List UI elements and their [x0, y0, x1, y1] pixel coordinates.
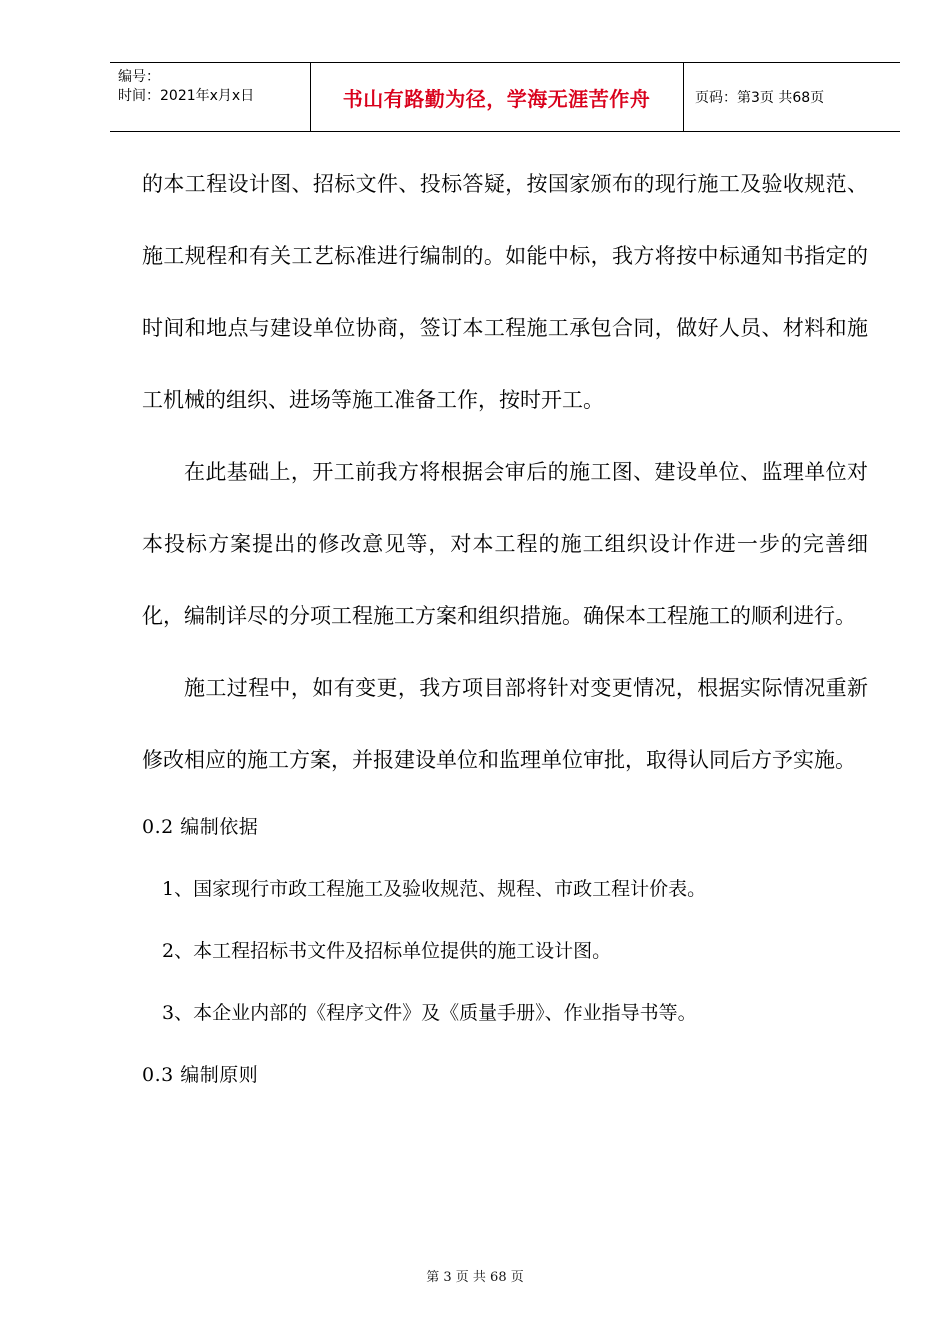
list-item: 3、本企业内部的《程序文件》及《质量手册》、作业指导书等。	[162, 1002, 697, 1024]
header-meta	[118, 68, 308, 106]
serial-label: 编号：	[118, 69, 160, 85]
header-motto: 书山有路勤为径，学海无涯苦作舟	[342, 86, 651, 111]
list-item: 1、国家现行市政工程施工及验收规范、规程、市政工程计价表。	[162, 878, 707, 900]
paragraph: 施工过程中，如有变更，我方项目部将针对变更情况，根据实际情况重新修改相应的施工方案，并报建设单位和监理单位审批，取得认同后方予实施。	[142, 676, 868, 772]
header-page-info: 页码：第3页 共68页	[695, 90, 825, 106]
header-divider	[683, 63, 684, 131]
paragraph: 在此基础上，开工前我方将根据会审后的施工图、建设单位、监理单位对本投标方案提出的修改意见等，对本工程的施工组织设计作进一步的完善细化，编制详尽的分项工程施工方案和组织措施。确保本工程施工的顺利进行。	[142, 460, 868, 628]
page-header	[110, 62, 900, 132]
date-label: 时间：2021年x月x日	[118, 88, 255, 104]
section-heading: 0.3 编制原则	[142, 1064, 259, 1086]
list-item: 2、本工程招标书文件及招标单位提供的施工设计图。	[162, 940, 612, 962]
section-heading: 0.2 编制依据	[142, 816, 259, 838]
paragraph: 的本工程设计图、招标文件、投标答疑，按国家颁布的现行施工及验收规范、施工规程和有关工艺标准进行编制的。如能中标，我方将按中标通知书指定的时间和地点与建设单位协商，签订本工程施工承包合同，做好人员、材料和施工机械的组织、进场等施工准备工作，按时开工。	[142, 172, 868, 412]
page-footer: 第 3 页 共 68 页	[426, 1270, 524, 1285]
document-body	[142, 148, 868, 1106]
